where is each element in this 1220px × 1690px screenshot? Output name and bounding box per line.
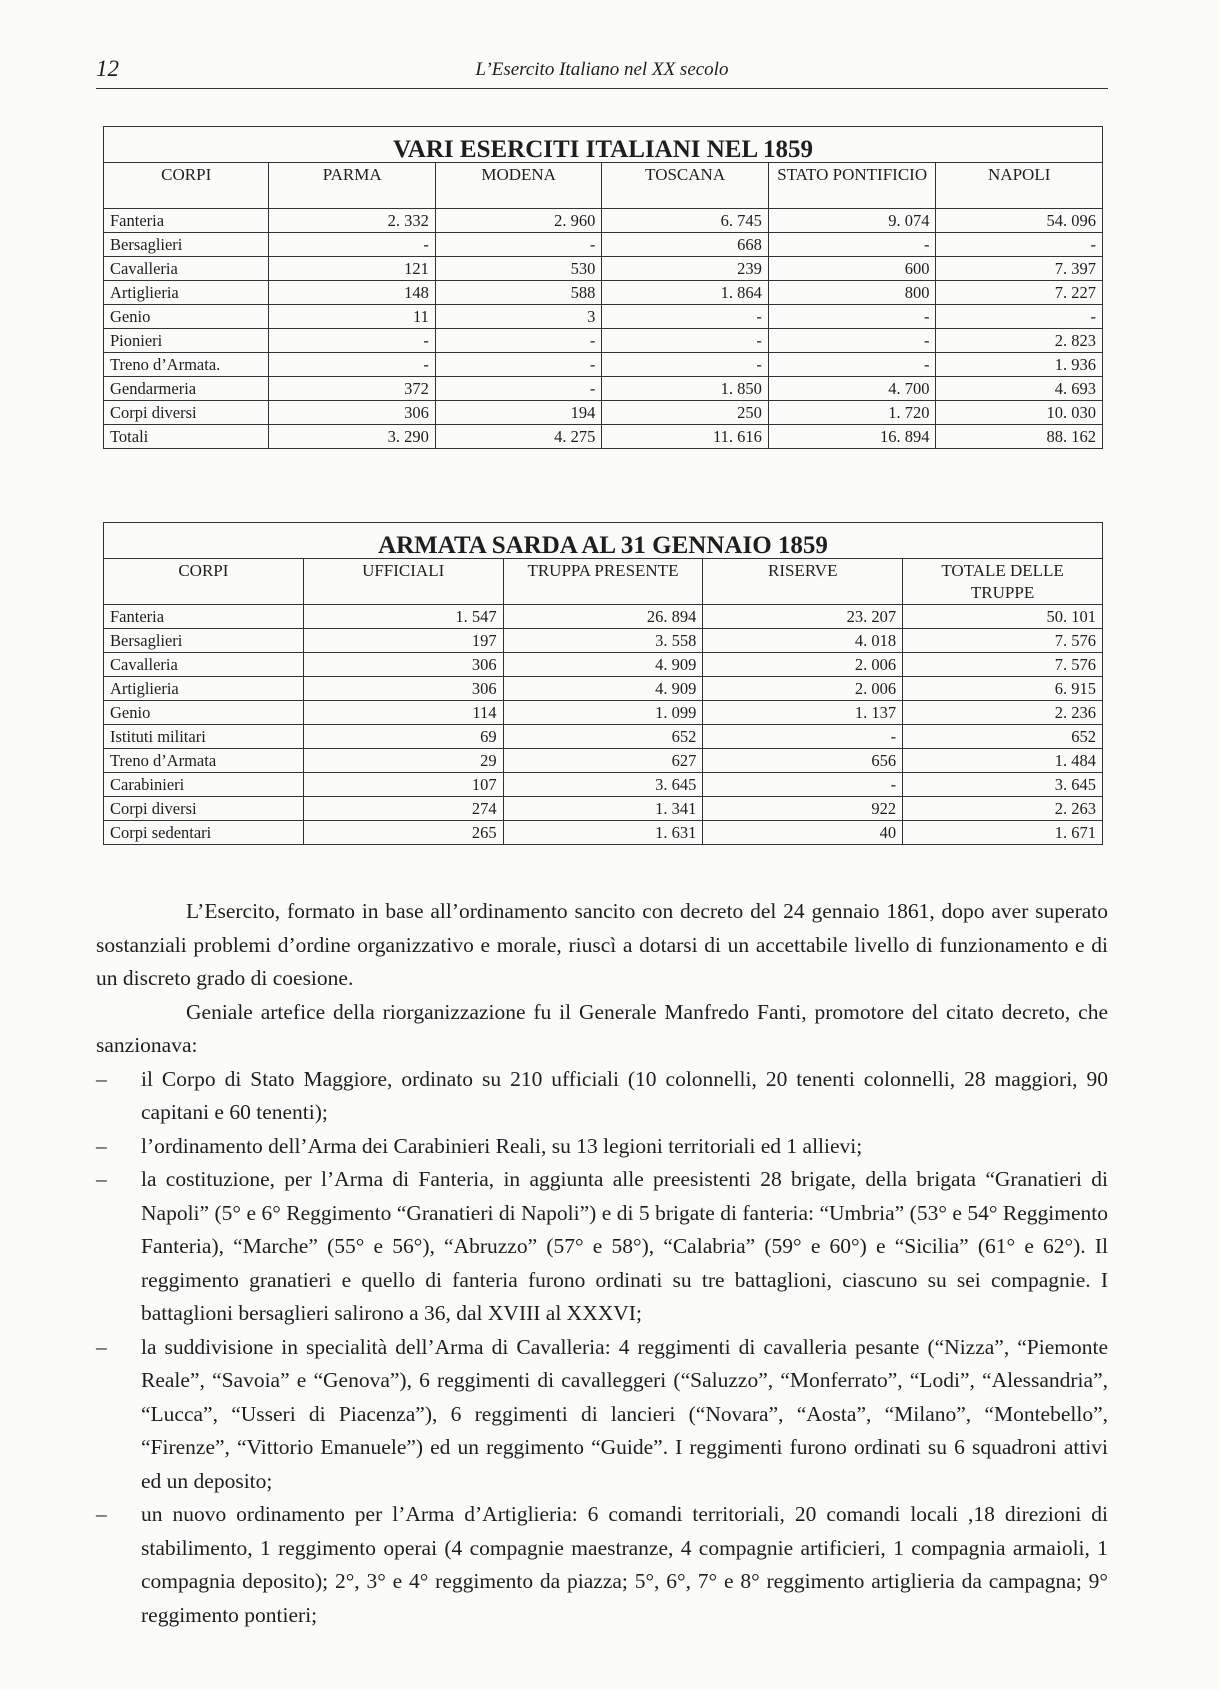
bullet-list [96, 1063, 1108, 1633]
value-cell: 239 [602, 257, 768, 281]
value-cell: 800 [768, 281, 936, 305]
dash-marker: – [96, 1334, 107, 1359]
value-cell: - [435, 353, 601, 377]
value-cell: 197 [303, 629, 503, 653]
value-cell: 3. 645 [503, 773, 703, 797]
value-cell: - [703, 725, 903, 749]
value-cell: 274 [303, 797, 503, 821]
dash-marker: – [96, 1502, 107, 1526]
column-header: TRUPPA PRESENTE [503, 559, 703, 605]
column-header: RISERVE [703, 559, 903, 605]
value-cell: 29 [303, 749, 503, 773]
value-cell: 54. 096 [936, 209, 1103, 233]
table-row [104, 305, 1103, 329]
row-label-cell: Istituti militari [104, 725, 304, 749]
value-cell: 652 [503, 725, 703, 749]
list-item-text: la suddivisione in specialità dell’Arma di Cavalleria: 4 reggimenti di cavalleria pesante (“Nizza”, “Piemonte Reale”, “Savoia” e “Genova”), 6 reggimenti di cavalleggeri (“Saluzzo”, “Monferrato”, “Lodi”, “Alessandria”, “Lucca”, “Usseri di Piacenza”), 6 reggimenti di lancieri (“Novara”, “Aosta”, “Milano”, “Montebello”, “Firenze”, “Vittorio Emanuele”) ed un reggimento “Guide”. I reggimenti furono ordinati su 6 squadroni attivi ed un deposito; [141, 1334, 1108, 1493]
dash-marker: – [96, 1066, 107, 1091]
value-cell: - [435, 377, 601, 401]
row-label-cell: Carabinieri [104, 773, 304, 797]
value-cell: 3 [435, 305, 601, 329]
paragraph: Geniale artefice della riorganizzazione fu il Generale Manfredo Fanti, promotore del citato decreto, che sanzionava: [96, 999, 1108, 1057]
table-row [104, 209, 1103, 233]
value-cell: 530 [435, 257, 601, 281]
table-header-row [104, 559, 1103, 605]
value-cell: 372 [269, 377, 435, 401]
value-cell: 11 [269, 305, 435, 329]
value-cell: 7. 227 [936, 281, 1103, 305]
value-cell: 40 [703, 821, 903, 845]
table-row [104, 353, 1103, 377]
value-cell: - [269, 353, 435, 377]
value-cell: 1. 671 [903, 821, 1103, 845]
row-label-cell: Genio [104, 305, 269, 329]
page-header [96, 54, 1108, 89]
row-label-cell: Corpi diversi [104, 401, 269, 425]
row-label-cell: Cavalleria [104, 257, 269, 281]
value-cell: 627 [503, 749, 703, 773]
table-row [104, 233, 1103, 257]
page-number: 12 [96, 56, 119, 81]
list-item-text: un nuovo ordinamento per l’Arma d’Artiglieria: 6 comandi territoriali, 20 comandi locali ,18 direzioni di stabilimento, 1 reggimento operai (4 compagnie maestranze, 4 compagnie artificieri, 1 compagnia armaioli, 1 compagnia deposito); 2°, 3° e 4° reggimento da piazza; 5°, 6°, 7° e 8° reggimento artiglieria da campagna; 9° reggimento pontieri; [141, 1502, 1108, 1627]
value-cell: 1. 341 [503, 797, 703, 821]
value-cell: 11. 616 [602, 425, 768, 449]
table-row [104, 773, 1103, 797]
row-label-cell: Gendarmeria [104, 377, 269, 401]
row-label-cell: Bersaglieri [104, 629, 304, 653]
value-cell: - [602, 353, 768, 377]
column-header: CORPI [104, 559, 304, 605]
list-item [96, 1063, 1108, 1130]
table-row [104, 281, 1103, 305]
list-item [96, 1163, 1108, 1331]
value-cell: 2. 263 [903, 797, 1103, 821]
value-cell: - [435, 233, 601, 257]
row-label-cell: Totali [104, 425, 269, 449]
value-cell: 4. 275 [435, 425, 601, 449]
value-cell: 23. 207 [703, 605, 903, 629]
value-cell: 1. 850 [602, 377, 768, 401]
column-header: PARMA [269, 163, 435, 209]
value-cell: - [768, 305, 936, 329]
value-cell: 4. 909 [503, 677, 703, 701]
column-header: UFFICIALI [303, 559, 503, 605]
table-row [104, 605, 1103, 629]
list-item [96, 1331, 1108, 1499]
row-label-cell: Corpi sedentari [104, 821, 304, 845]
value-cell: 3. 645 [903, 773, 1103, 797]
value-cell: - [269, 233, 435, 257]
value-cell: 4. 693 [936, 377, 1103, 401]
table-row [104, 725, 1103, 749]
row-label-cell: Fanteria [104, 209, 269, 233]
table-title: VARI ESERCITI ITALIANI NEL 1859 [104, 127, 1103, 163]
table-row [104, 629, 1103, 653]
value-cell: 2. 332 [269, 209, 435, 233]
value-cell: - [768, 233, 936, 257]
row-label-cell: Treno d’Armata [104, 749, 304, 773]
value-cell: 656 [703, 749, 903, 773]
value-cell: 4. 700 [768, 377, 936, 401]
table-row [104, 653, 1103, 677]
column-header: MODENA [435, 163, 601, 209]
value-cell: 1. 864 [602, 281, 768, 305]
dash-marker: – [96, 1133, 107, 1158]
table-row [104, 329, 1103, 353]
table-row [104, 701, 1103, 725]
value-cell: - [602, 329, 768, 353]
value-cell: - [936, 233, 1103, 257]
value-cell: 3. 290 [269, 425, 435, 449]
row-label-cell: Artiglieria [104, 281, 269, 305]
value-cell: 1. 547 [303, 605, 503, 629]
value-cell: 1. 936 [936, 353, 1103, 377]
row-label-cell: Treno d’Armata. [104, 353, 269, 377]
value-cell: 7. 397 [936, 257, 1103, 281]
column-header: TOTALE DELLE TRUPPE [903, 559, 1103, 605]
row-label-cell: Bersaglieri [104, 233, 269, 257]
value-cell: 107 [303, 773, 503, 797]
value-cell: 2. 236 [903, 701, 1103, 725]
row-label-cell: Genio [104, 701, 304, 725]
value-cell: 16. 894 [768, 425, 936, 449]
value-cell: 306 [303, 677, 503, 701]
value-cell: 652 [903, 725, 1103, 749]
value-cell: 10. 030 [936, 401, 1103, 425]
list-item [96, 1498, 1108, 1632]
paragraph: L’Esercito, formato in base all’ordinamento sancito con decreto del 24 gennaio 1861, dopo aver superato sostanziali problemi d’ordine organizzativo e morale, riuscì a dotarsi di un accettabile livello di funzionamento e di un discreto grado di coesione. [96, 899, 1108, 990]
body-text [96, 895, 1108, 1632]
list-item-text: la costituzione, per l’Arma di Fanteria, in aggiunta alle preesistenti 28 brigate, della brigata “Granatieri di Napoli” (5° e 6° Reggimento “Granatieri di Napoli”) e di 5 brigate di fanteria: “Umbria” (53° e 54° Reggimento Fanteria), “Marche” (55° e 56°), “Abruzzo” (57° e 58°), “Calabria” (59° e 60°) e “Sicilia” (61° e 62°). Il reggimento granatieri e quello di fanteria furono ordinati su tre battaglioni, ciascuno su sei compagnie. I battaglioni bersaglieri salirono a 36, dal XVIII al XXXVI; [141, 1167, 1108, 1325]
value-cell: 4. 018 [703, 629, 903, 653]
value-cell: 1. 631 [503, 821, 703, 845]
value-cell: 148 [269, 281, 435, 305]
value-cell: 2. 006 [703, 677, 903, 701]
table-row [104, 677, 1103, 701]
value-cell: - [435, 329, 601, 353]
value-cell: 1. 484 [903, 749, 1103, 773]
value-cell: 2. 006 [703, 653, 903, 677]
table-armata-sarda [103, 522, 1103, 845]
list-item-text: l’ordinamento dell’Arma dei Carabinieri Reali, su 13 legioni territoriali ed 1 allievi; [141, 1133, 863, 1158]
table-row [104, 749, 1103, 773]
table-row [104, 425, 1103, 449]
row-label-cell: Artiglieria [104, 677, 304, 701]
value-cell: 1. 720 [768, 401, 936, 425]
value-cell: 50. 101 [903, 605, 1103, 629]
value-cell: 9. 074 [768, 209, 936, 233]
table-row [104, 377, 1103, 401]
value-cell: 194 [435, 401, 601, 425]
table-row [104, 821, 1103, 845]
value-cell: 4. 909 [503, 653, 703, 677]
table-row [104, 401, 1103, 425]
value-cell: 6. 745 [602, 209, 768, 233]
row-label-cell: Cavalleria [104, 653, 304, 677]
row-label-cell: Pionieri [104, 329, 269, 353]
running-title: L’Esercito Italiano nel XX secolo [475, 59, 729, 80]
value-cell: 922 [703, 797, 903, 821]
value-cell: 2. 960 [435, 209, 601, 233]
table-header-row [104, 163, 1103, 209]
value-cell: 1. 099 [503, 701, 703, 725]
value-cell: 1. 137 [703, 701, 903, 725]
value-cell: - [703, 773, 903, 797]
value-cell: - [768, 329, 936, 353]
dash-marker: – [96, 1167, 107, 1191]
column-header: NAPOLI [936, 163, 1103, 209]
list-item [96, 1130, 1108, 1164]
value-cell: 114 [303, 701, 503, 725]
value-cell: 7. 576 [903, 653, 1103, 677]
value-cell: 250 [602, 401, 768, 425]
table-vari-eserciti [103, 126, 1103, 449]
value-cell: 3. 558 [503, 629, 703, 653]
column-header: TOSCANA [602, 163, 768, 209]
table-row [104, 797, 1103, 821]
row-label-cell: Corpi diversi [104, 797, 304, 821]
table-row [104, 257, 1103, 281]
value-cell: - [768, 353, 936, 377]
value-cell: 26. 894 [503, 605, 703, 629]
value-cell: 88. 162 [936, 425, 1103, 449]
value-cell: 306 [303, 653, 503, 677]
value-cell: 7. 576 [903, 629, 1103, 653]
value-cell: 600 [768, 257, 936, 281]
list-item-text: il Corpo di Stato Maggiore, ordinato su 210 ufficiali (10 colonnelli, 20 tenenti colonnelli, 28 maggiori, 90 capitani e 60 tenenti); [141, 1066, 1108, 1124]
value-cell: 69 [303, 725, 503, 749]
row-label-cell: Fanteria [104, 605, 304, 629]
value-cell: 668 [602, 233, 768, 257]
value-cell: 588 [435, 281, 601, 305]
value-cell: 306 [269, 401, 435, 425]
value-cell: 6. 915 [903, 677, 1103, 701]
value-cell: - [269, 329, 435, 353]
value-cell: 2. 823 [936, 329, 1103, 353]
column-header: CORPI [104, 163, 269, 209]
value-cell: - [936, 305, 1103, 329]
value-cell: 265 [303, 821, 503, 845]
column-header: STATO PONTIFICIO [768, 163, 936, 209]
table-title: ARMATA SARDA AL 31 GENNAIO 1859 [104, 523, 1103, 559]
value-cell: 121 [269, 257, 435, 281]
value-cell: - [602, 305, 768, 329]
